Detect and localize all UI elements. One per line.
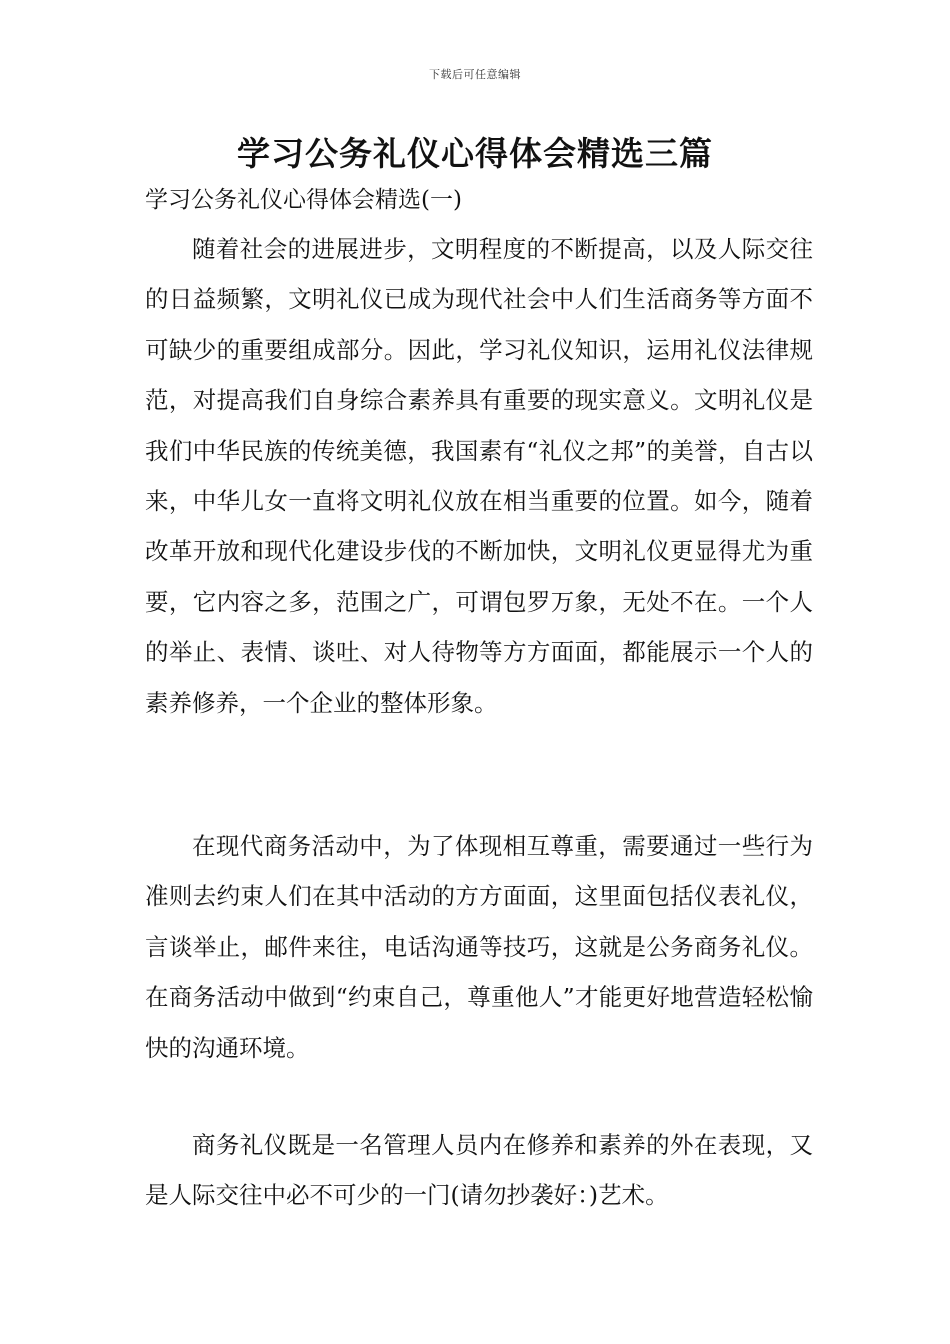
body-paragraph: 商务礼仪既是一名管理人员内在修养和素养的外在表现，又是人际交往中必不可少的一门(请勿抄袭好：)艺术。 (145, 1131, 813, 1210)
body-paragraph: 在现代商务活动中，为了体现相互尊重，需要通过一些行为准则去约束人们在其中活动的方方面面，这里面包括仪表礼仪，言谈举止，邮件来往，电话沟通等技巧，这就是公务商务礼仪。在商务活动中做到“约束自己，尊重他人”才能更好地营造轻松愉快的沟通环境。 (145, 832, 813, 1062)
header-note: 下载后可任意编辑 (429, 68, 521, 81)
body-paragraph: 随着社会的进展进步，文明程度的不断提高，以及人际交往的日益频繁，文明礼仪已成为现代社会中人们生活商务等方面不可缺少的重要组成部分。因此，学习礼仪知识，运用礼仪法律规范，对提高我们自身综合素养具有重要的现实意义。文明礼仪是我们中华民族的传统美德，我国素有“礼仪之邦”的美誉，自古以来，中华儿女一直将文明礼仪放在相当重要的位置。如今，随着改革开放和现代化建设步伐的不断加快，文明礼仪更显得尤为重要，它内容之多，范围之广，可谓包罗万象，无处不在。一个人的举止、表情、谈吐、对人待物等方方面面，都能展示一个人的素养修养，一个企业的整体形象。 (145, 235, 813, 717)
section-subtitle: 学习公务礼仪心得体会精选(一) (145, 187, 462, 213)
document-title: 学习公务礼仪心得体会精选三篇 (237, 134, 713, 173)
